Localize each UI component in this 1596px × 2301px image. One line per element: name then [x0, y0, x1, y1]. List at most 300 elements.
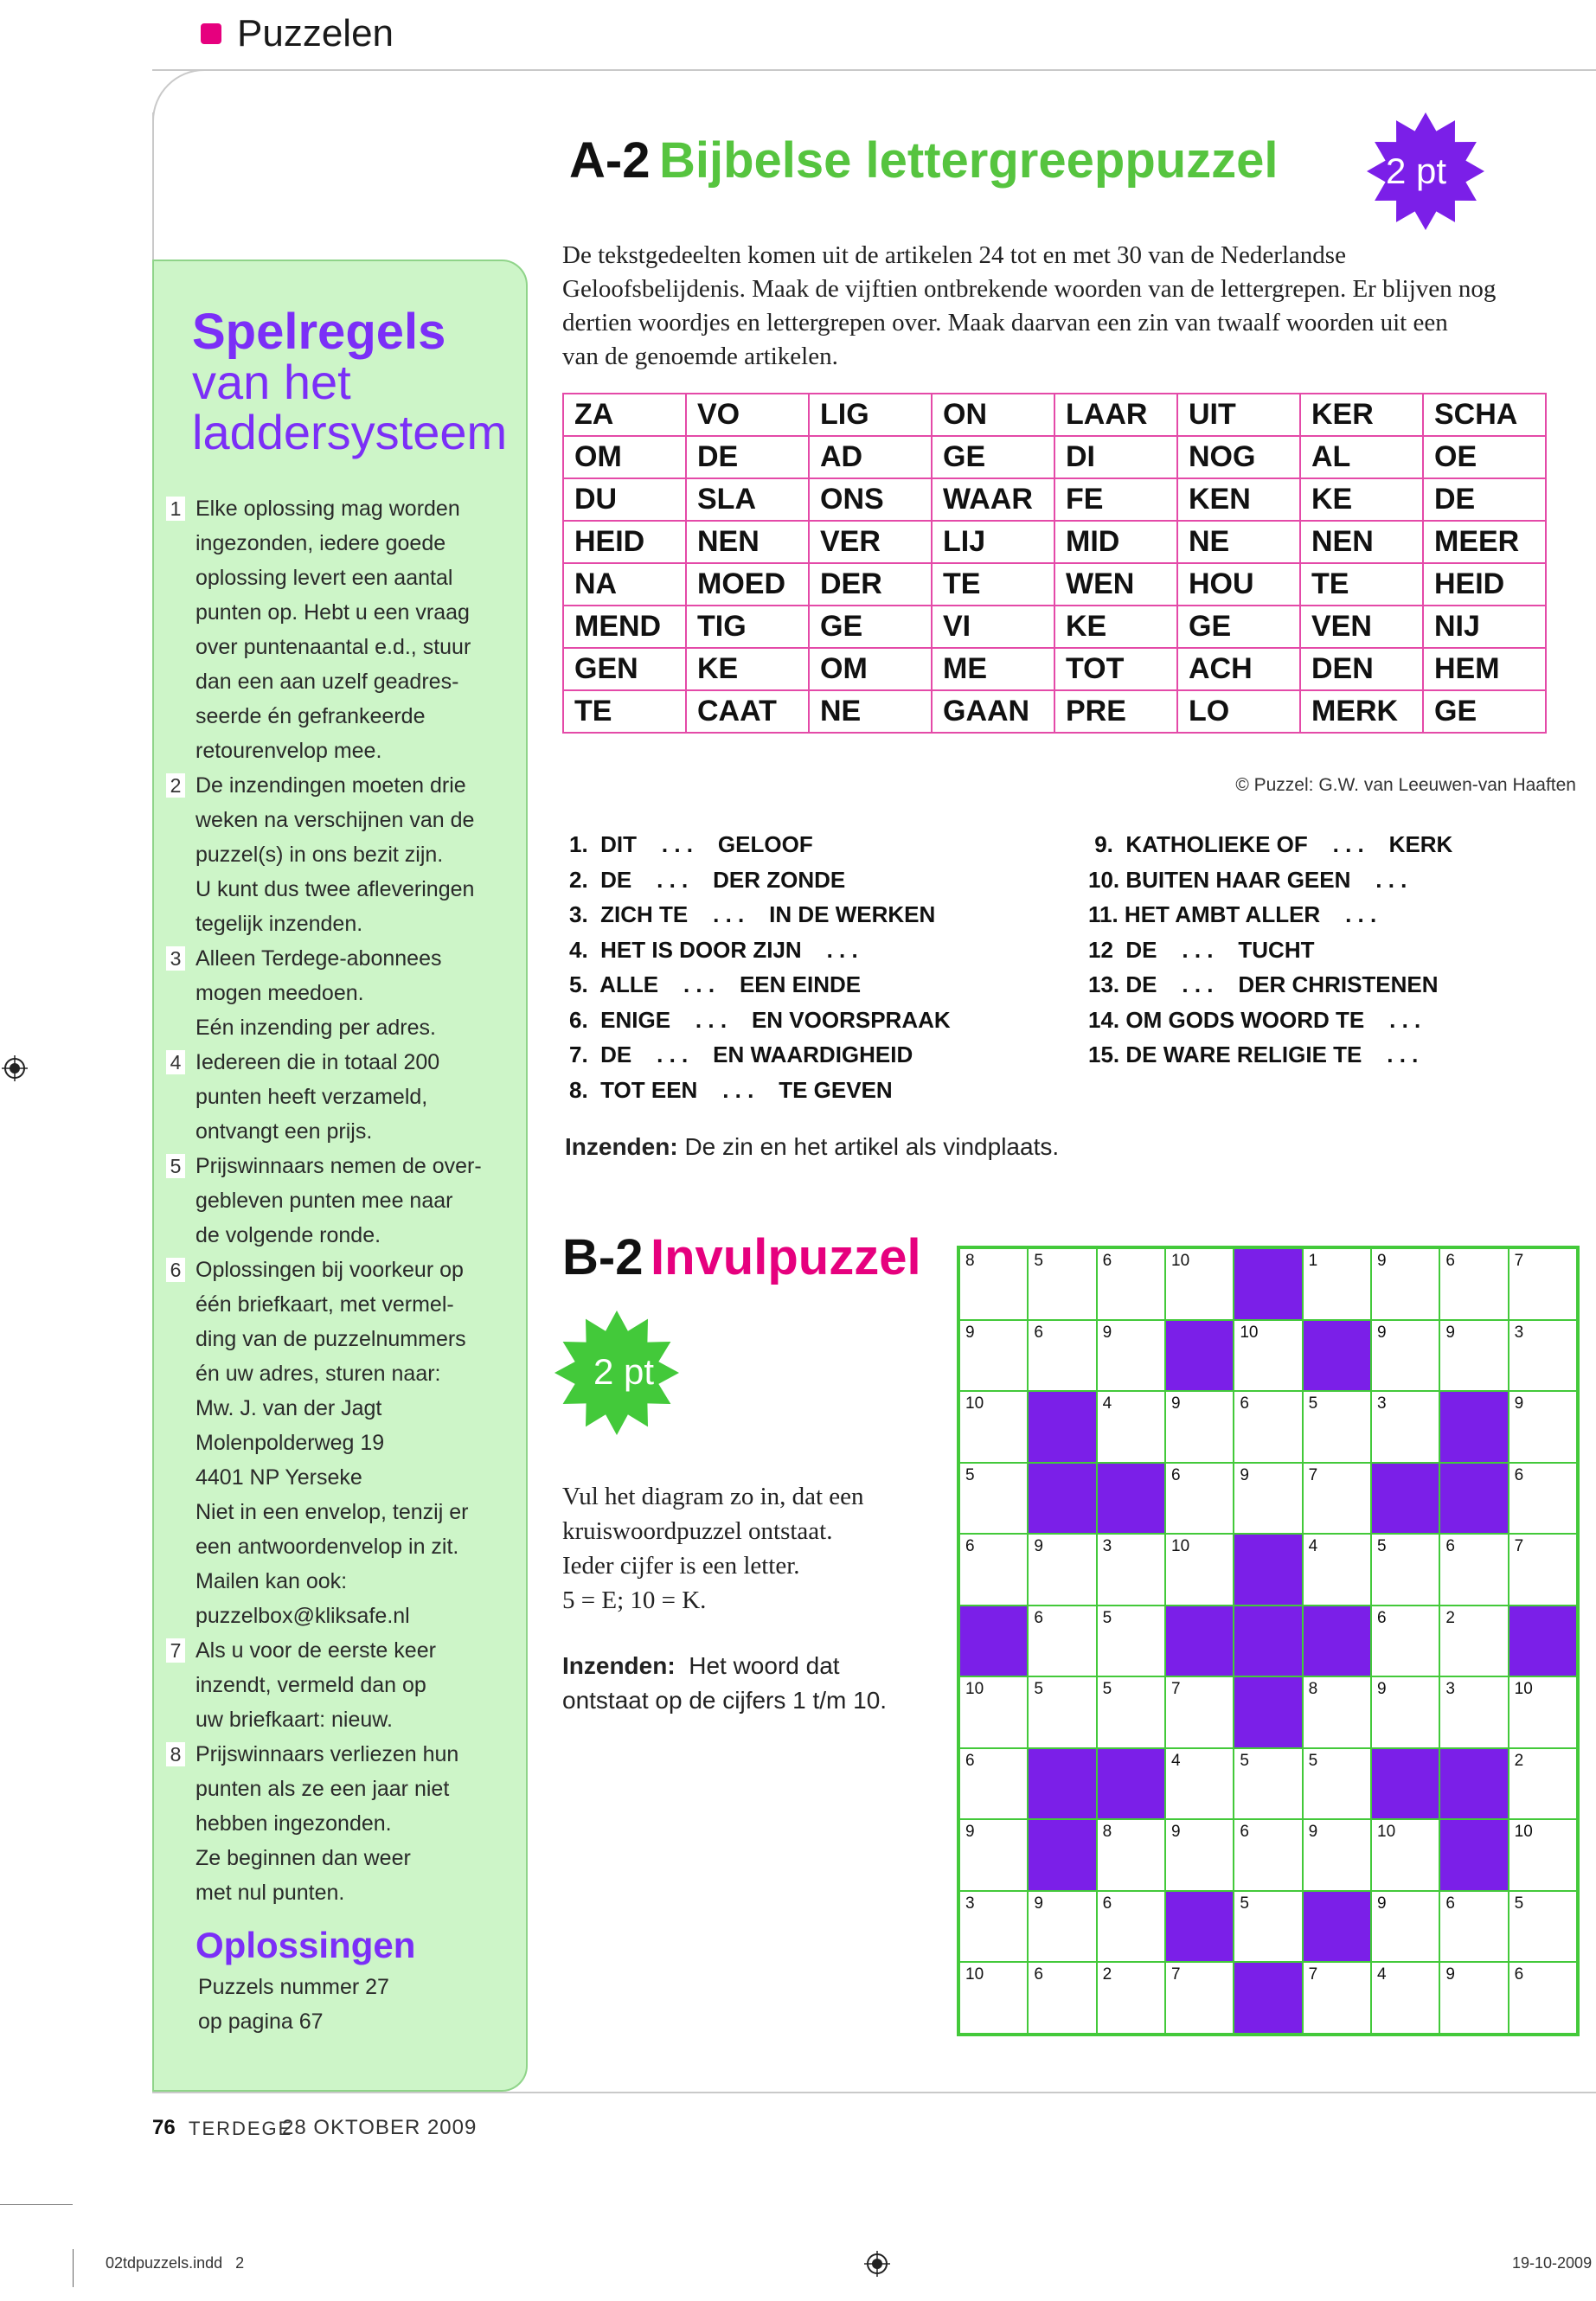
rules-list [166, 491, 521, 1910]
grid-cell-number: 9 [1034, 1537, 1043, 1556]
grid-cell[interactable] [1165, 1463, 1234, 1535]
syllable-cell: MERK [1300, 690, 1423, 733]
rule-item [166, 1253, 521, 1633]
syllable-cell: NE [809, 690, 932, 733]
registration-mark-icon [2, 1055, 28, 1081]
grid-cell-number: 8 [1308, 1680, 1318, 1699]
grid-cell[interactable] [1097, 1534, 1165, 1606]
syllable-cell: FE [1054, 478, 1177, 521]
grid-cell[interactable] [1509, 1320, 1577, 1392]
grid-cell[interactable] [1439, 1534, 1508, 1606]
grid-cell[interactable] [1097, 1891, 1165, 1963]
grid-cell[interactable] [959, 1891, 1028, 1963]
grid-cell-number: 10 [965, 1394, 984, 1413]
rule-text-line: hebben ingezonden. [195, 1811, 392, 1836]
syllable-cell: WAAR [932, 478, 1054, 521]
grid-cell[interactable] [1303, 1962, 1371, 2034]
grid-cell-number: 8 [965, 1252, 975, 1270]
grid-cell[interactable] [1303, 1248, 1371, 1320]
grid-cell-number: 5 [1514, 1894, 1524, 1913]
syllable-cell: NIJ [1423, 606, 1546, 648]
syllable-cell: DE [1423, 478, 1546, 521]
grid-cell[interactable] [1234, 1391, 1302, 1463]
rule-text-line: Iedereen die in totaal 200 [195, 1050, 440, 1074]
grid-cell-number: 9 [1514, 1394, 1524, 1413]
syllable-row [563, 563, 1546, 606]
rule-text-line: punten op. Hebt u een vraag [195, 600, 470, 625]
publication-name: TERDEGE [189, 2118, 293, 2139]
syllable-row [563, 606, 1546, 648]
rule-text-line: een antwoordenvelop in zit. [195, 1535, 459, 1559]
grid-cell-number: 7 [1514, 1252, 1524, 1270]
grid-cell[interactable] [1165, 1534, 1234, 1606]
grid-cell[interactable] [1371, 1248, 1439, 1320]
puzzle-a-intro [562, 239, 1583, 374]
syllable-cell: DER [809, 563, 932, 606]
grid-black-cell [1234, 1606, 1302, 1677]
syllable-row [563, 478, 1546, 521]
syllable-cell: LIJ [932, 521, 1054, 563]
syllable-row [563, 436, 1546, 478]
grid-cell[interactable] [1097, 1320, 1165, 1392]
syllable-cell: ACH [1177, 648, 1300, 690]
syllable-cell: LAAR [1054, 394, 1177, 436]
grid-cell-number: 9 [1445, 1323, 1455, 1342]
grid-cell[interactable] [1371, 1606, 1439, 1677]
syllable-cell: NE [1177, 521, 1300, 563]
rules-subtitle-line1: van het [192, 355, 351, 409]
rule-text-line: over puntenaantal e.d., stuur [195, 635, 471, 659]
rule-text-line: uw briefkaart: nieuw. [195, 1708, 393, 1732]
grid-cell[interactable] [959, 1391, 1028, 1463]
grid-cell[interactable] [1234, 1891, 1302, 1963]
intro-line: Vul het diagram zo in, dat een [562, 1483, 864, 1510]
grid-cell[interactable] [1097, 1962, 1165, 2034]
rule-number: 6 [166, 1258, 185, 1282]
syllable-cell: MID [1054, 521, 1177, 563]
rule-text-line: puzzelbox@kliksafe.nl [195, 1604, 410, 1628]
syllable-cell: HEID [1423, 563, 1546, 606]
grid-cell-number: 6 [1240, 1394, 1249, 1413]
syllable-cell: GE [809, 606, 932, 648]
grid-cell-number: 7 [1308, 1465, 1318, 1484]
grid-cell-number: 10 [1514, 1680, 1533, 1699]
registration-mark-icon [864, 2251, 890, 2277]
grid-black-cell [1509, 1606, 1577, 1677]
grid-cell-number: 5 [1102, 1680, 1112, 1699]
grid-cell[interactable] [1371, 1534, 1439, 1606]
rule-text-line: inzendt, vermeld dan op [195, 1673, 426, 1697]
clue-item: 7. DE . . . EN WAARDIGHEID [569, 1042, 913, 1067]
grid-cell-number: 9 [1171, 1823, 1181, 1842]
section-tag [201, 12, 394, 55]
grid-cell[interactable] [1028, 1676, 1096, 1748]
rule-text-line: Alleen Terdege-abonnees [195, 946, 442, 971]
grid-black-cell [1097, 1463, 1165, 1535]
grid-black-cell [1439, 1819, 1508, 1891]
grid-cell[interactable] [1028, 1534, 1096, 1606]
grid-cell[interactable] [959, 1248, 1028, 1320]
crossword-grid [957, 1246, 1580, 2036]
grid-cell[interactable] [1509, 1248, 1577, 1320]
syllable-cell: TE [932, 563, 1054, 606]
grid-black-cell [1165, 1320, 1234, 1392]
grid-black-cell [1303, 1606, 1371, 1677]
grid-cell-number: 6 [1514, 1465, 1524, 1484]
intro-line: van de genoemde artikelen. [562, 343, 838, 370]
syllable-cell: VER [809, 521, 932, 563]
grid-cell-number: 7 [1514, 1537, 1524, 1556]
rule-text-line: seerde én gefrankeerde [195, 704, 426, 728]
rule-text-line: Prijswinnaars verliezen hun [195, 1742, 459, 1766]
rule-text-line: puzzel(s) in ons bezit zijn. [195, 843, 444, 867]
syllable-cell: LIG [809, 394, 932, 436]
rule-text-line: punten heeft verzameld, [195, 1085, 428, 1109]
grid-cell[interactable] [1371, 1819, 1439, 1891]
puzzle-a-points: 2 pt [1386, 151, 1447, 191]
syllable-cell: VO [686, 394, 809, 436]
grid-cell[interactable] [1234, 1320, 1302, 1392]
syllable-cell: PRE [1054, 690, 1177, 733]
rule-number: 1 [166, 497, 185, 521]
grid-cell-number: 3 [965, 1894, 975, 1913]
rule-item [166, 1149, 521, 1253]
clue-item: 11. HET AMBT ALLER . . . [1088, 901, 1377, 927]
grid-cell-number: 5 [1034, 1680, 1043, 1699]
slug-filename: 02tdpuzzels.indd 2 [106, 2254, 245, 2272]
grid-cell[interactable] [959, 1676, 1028, 1748]
grid-cell-number: 4 [1102, 1394, 1112, 1413]
grid-cell[interactable] [1234, 1819, 1302, 1891]
rule-text-line: U kunt dus twee afleveringen [195, 877, 475, 901]
grid-cell[interactable] [959, 1748, 1028, 1820]
grid-cell[interactable] [1439, 1962, 1508, 2034]
intro-line: Ieder cijfer is een letter. [562, 1552, 800, 1580]
syllable-cell: KE [1054, 606, 1177, 648]
grid-cell[interactable] [1234, 1463, 1302, 1535]
puzzle-a-title: Bijbelse lettergreeppuzzel [659, 132, 1279, 189]
grid-black-cell [1234, 1962, 1302, 2034]
syllable-row [563, 690, 1546, 733]
grid-cell[interactable] [1509, 1819, 1577, 1891]
syllable-cell: ZA [563, 394, 686, 436]
syllable-cell: NA [563, 563, 686, 606]
grid-black-cell [1303, 1891, 1371, 1963]
grid-cell-number: 5 [1240, 1894, 1249, 1913]
grid-cell[interactable] [1371, 1320, 1439, 1392]
syllable-row [563, 648, 1546, 690]
grid-cell-number: 6 [1034, 1608, 1043, 1627]
grid-cell[interactable] [1028, 1962, 1096, 2034]
syllable-cell: TE [1300, 563, 1423, 606]
section-title: Puzzelen [237, 12, 394, 54]
grid-cell[interactable] [959, 1320, 1028, 1392]
intro-line: De tekstgedeelten komen uit de artikelen 24 tot en met 30 van de Nederlandse [562, 241, 1346, 269]
grid-cell[interactable] [1439, 1248, 1508, 1320]
rule-text-line: ding van de puzzelnummers [195, 1327, 466, 1351]
rule-item [166, 1633, 521, 1737]
grid-cell-number: 6 [1445, 1252, 1455, 1270]
syllable-cell: AD [809, 436, 932, 478]
grid-cell[interactable] [1303, 1676, 1371, 1748]
grid-cell-number: 5 [1308, 1394, 1318, 1413]
grid-cell-number: 2 [1102, 1965, 1112, 1984]
puzzle-credit: © Puzzel: G.W. van Leeuwen-van Haaften [1235, 775, 1576, 795]
rule-number: 2 [166, 773, 185, 798]
grid-cell[interactable] [1439, 1891, 1508, 1963]
rule-text-line: ontvangt een prijs. [195, 1119, 373, 1144]
grid-cell-number: 6 [1445, 1537, 1455, 1556]
syllable-row [563, 394, 1546, 436]
rule-text-line: één briefkaart, met vermel- [195, 1292, 454, 1317]
syllable-cell: WEN [1054, 563, 1177, 606]
grid-black-cell [1028, 1819, 1096, 1891]
grid-cell-number: 6 [1377, 1608, 1387, 1627]
rule-number: 3 [166, 946, 185, 971]
submit-label: Inzenden: [565, 1133, 678, 1160]
syllable-cell: TOT [1054, 648, 1177, 690]
syllable-cell: OM [563, 436, 686, 478]
rule-text-line: Prijswinnaars nemen de over- [195, 1154, 482, 1178]
grid-cell-number: 9 [965, 1823, 975, 1842]
grid-cell-number: 9 [1240, 1465, 1249, 1484]
grid-cell-number: 6 [965, 1537, 975, 1556]
grid-black-cell [1234, 1676, 1302, 1748]
clue-item: 3. ZICH TE . . . IN DE WERKEN [569, 901, 936, 927]
syllable-cell: DEN [1300, 648, 1423, 690]
puzzle-b-submit-line2: ontstaat op de cijfers 1 t/m 10. [562, 1687, 888, 1714]
grid-cell[interactable] [1165, 1248, 1234, 1320]
syllable-cell: GE [1423, 690, 1546, 733]
syllable-cell: KE [686, 648, 809, 690]
grid-cell[interactable] [959, 1534, 1028, 1606]
intro-line: dertien woordjes en lettergrepen over. Maak daarvan een zin van twaalf woorden uit een [562, 309, 1448, 336]
grid-cell-number: 4 [1377, 1965, 1387, 1984]
rule-number: 7 [166, 1638, 185, 1663]
syllable-cell: LO [1177, 690, 1300, 733]
grid-cell[interactable] [1371, 1676, 1439, 1748]
syllable-cell: GE [1177, 606, 1300, 648]
page-number: 76 [152, 2116, 176, 2139]
grid-cell[interactable] [1509, 1534, 1577, 1606]
syllable-cell: ME [932, 648, 1054, 690]
rule-text-line: de volgende ronde. [195, 1223, 381, 1247]
syllable-cell: TE [563, 690, 686, 733]
grid-cell[interactable] [1234, 1748, 1302, 1820]
clue-item: 1. DIT . . . GELOOF [569, 831, 813, 857]
grid-cell-number: 6 [965, 1751, 975, 1770]
rule-number: 5 [166, 1154, 185, 1178]
clue-item: 10. BUITEN HAAR GEEN . . . [1088, 866, 1407, 893]
grid-cell[interactable] [1028, 1248, 1096, 1320]
grid-cell-number: 5 [1308, 1751, 1318, 1770]
syllable-cell: GE [932, 436, 1054, 478]
rules-subtitle-line2: laddersysteem [192, 405, 508, 459]
grid-cell[interactable] [1371, 1391, 1439, 1463]
rule-text-line: gebleven punten mee naar [195, 1189, 453, 1213]
clue-item: 13. DE . . . DER CHRISTENEN [1088, 971, 1439, 997]
syllable-cell: HEID [563, 521, 686, 563]
grid-cell[interactable] [1097, 1606, 1165, 1677]
grid-cell[interactable] [1028, 1891, 1096, 1963]
grid-cell-number: 5 [1240, 1751, 1249, 1770]
intro-line: 5 = E; 10 = K. [562, 1586, 707, 1614]
grid-cell-number: 9 [1445, 1965, 1455, 1984]
grid-cell[interactable] [1303, 1748, 1371, 1820]
rule-text-line: Elke oplossing mag worden [195, 497, 460, 521]
grid-cell-number: 10 [965, 1965, 984, 1984]
grid-cell[interactable] [1439, 1676, 1508, 1748]
syllable-cell: KEN [1177, 478, 1300, 521]
grid-cell-number: 5 [1034, 1252, 1043, 1270]
grid-cell[interactable] [1303, 1534, 1371, 1606]
grid-cell-number: 5 [1377, 1537, 1387, 1556]
rule-text-line: Ze beginnen dan weer [195, 1846, 411, 1870]
rule-text-line: oplossing levert een aantal [195, 566, 453, 590]
syllable-cell: TIG [686, 606, 809, 648]
grid-black-cell [1028, 1748, 1096, 1820]
syllable-cell: SCHA [1423, 394, 1546, 436]
grid-black-cell [1371, 1748, 1439, 1820]
grid-cell[interactable] [959, 1463, 1028, 1535]
solutions-text-line1: Puzzels nummer 27 [198, 1975, 389, 1999]
rule-text-line: De inzendingen moeten drie [195, 773, 466, 798]
grid-cell[interactable] [1303, 1463, 1371, 1535]
grid-cell-number: 6 [1171, 1465, 1181, 1484]
puzzle-a-submit [565, 1133, 1059, 1161]
grid-cell[interactable] [1165, 1962, 1234, 2034]
grid-cell[interactable] [1509, 1676, 1577, 1748]
grid-black-cell [1028, 1463, 1096, 1535]
grid-black-cell [1234, 1534, 1302, 1606]
syllable-cell: NEN [686, 521, 809, 563]
grid-cell-number: 9 [1377, 1680, 1387, 1699]
rules-title: Spelregels [192, 304, 446, 360]
rule-text-line: tegelijk inzenden. [195, 912, 363, 936]
grid-cell-number: 1 [1308, 1252, 1318, 1270]
grid-black-cell [1165, 1606, 1234, 1677]
solutions-text-line2: op pagina 67 [198, 2009, 324, 2034]
clue-item: 14. OM GODS WOORD TE . . . [1088, 1006, 1421, 1033]
grid-cell[interactable] [1097, 1391, 1165, 1463]
syllable-cell: ON [932, 394, 1054, 436]
rule-text-line: met nul punten. [195, 1881, 345, 1905]
grid-cell[interactable] [1028, 1606, 1096, 1677]
rule-item [166, 941, 521, 1045]
grid-black-cell [1371, 1463, 1439, 1535]
grid-cell-number: 10 [1240, 1323, 1259, 1342]
grid-cell[interactable] [1439, 1606, 1508, 1677]
grid-cell[interactable] [1371, 1962, 1439, 2034]
grid-black-cell [1028, 1391, 1096, 1463]
clue-item: 15. DE WARE RELIGIE TE . . . [1088, 1042, 1419, 1067]
grid-cell-number: 2 [1445, 1608, 1455, 1627]
grid-cell-number: 9 [1171, 1394, 1181, 1413]
rule-text-line: 4401 NP Yerseke [195, 1465, 362, 1490]
syllable-cell: KE [1300, 478, 1423, 521]
grid-black-cell [1234, 1248, 1302, 1320]
frame-corner [152, 69, 206, 123]
grid-black-cell [1303, 1320, 1371, 1392]
grid-cell[interactable] [1509, 1891, 1577, 1963]
puzzle-b-title: Invulpuzzel [651, 1229, 921, 1285]
grid-cell[interactable] [1509, 1391, 1577, 1463]
grid-cell[interactable] [1303, 1819, 1371, 1891]
grid-cell-number: 10 [1514, 1823, 1533, 1842]
grid-black-cell [1439, 1391, 1508, 1463]
grid-cell-number: 9 [1377, 1323, 1387, 1342]
grid-cell-number: 10 [965, 1680, 984, 1699]
grid-cell[interactable] [959, 1962, 1028, 2034]
grid-black-cell [959, 1606, 1028, 1677]
grid-black-cell [1097, 1748, 1165, 1820]
issue-date: 28 OKTOBER 2009 [282, 2116, 478, 2139]
grid-cell-number: 4 [1308, 1537, 1318, 1556]
rule-text-line: én uw adres, sturen naar: [195, 1362, 441, 1386]
grid-cell[interactable] [1028, 1320, 1096, 1392]
grid-cell-number: 9 [1377, 1894, 1387, 1913]
syllable-cell: GAAN [932, 690, 1054, 733]
grid-cell[interactable] [1509, 1962, 1577, 2034]
clue-item: 6. ENIGE . . . EN VOORSPRAAK [569, 1006, 951, 1033]
grid-cell-number: 3 [1445, 1680, 1455, 1699]
syllable-cell: VI [932, 606, 1054, 648]
rule-text-line: Als u voor de eerste keer [195, 1638, 436, 1663]
grid-cell[interactable] [1165, 1819, 1234, 1891]
grid-cell[interactable] [1165, 1676, 1234, 1748]
grid-cell[interactable] [1097, 1248, 1165, 1320]
puzzle-a-points-badge [1365, 111, 1486, 232]
grid-cell[interactable] [1439, 1320, 1508, 1392]
grid-cell-number: 10 [1377, 1823, 1396, 1842]
intro-line: Geloofsbelijdenis. Maak de vijftien ontbrekende woorden van de lettergrepen. Er blijven nog [562, 275, 1497, 303]
grid-cell[interactable] [1165, 1748, 1234, 1820]
grid-cell-number: 3 [1377, 1394, 1387, 1413]
syllable-cell: ONS [809, 478, 932, 521]
syllable-cell: CAAT [686, 690, 809, 733]
grid-cell-number: 2 [1514, 1751, 1524, 1770]
grid-cell[interactable] [1097, 1819, 1165, 1891]
syllable-cell: VEN [1300, 606, 1423, 648]
grid-cell[interactable] [1165, 1391, 1234, 1463]
syllable-row [563, 521, 1546, 563]
grid-cell-number: 7 [1308, 1965, 1318, 1984]
crop-mark [73, 2249, 74, 2287]
slug-date: 19-10-2009 [1512, 2254, 1593, 2272]
clues-right-column [1088, 827, 1590, 1073]
rule-text-line: Mw. J. van der Jagt [195, 1396, 382, 1420]
syllable-cell: OE [1423, 436, 1546, 478]
syllable-cell: GEN [563, 648, 686, 690]
grid-cell[interactable] [1371, 1891, 1439, 1963]
syllable-cell: OM [809, 648, 932, 690]
syllable-cell: KER [1300, 394, 1423, 436]
rule-number: 4 [166, 1050, 185, 1074]
grid-cell-number: 8 [1102, 1823, 1112, 1842]
grid-cell[interactable] [1303, 1391, 1371, 1463]
rule-text-line: ingezonden, iedere goede [195, 531, 446, 555]
rule-item [166, 1737, 521, 1910]
grid-cell[interactable] [1509, 1748, 1577, 1820]
rule-text-line: punten als ze een jaar niet [195, 1777, 450, 1801]
grid-cell-number: 7 [1171, 1965, 1181, 1984]
grid-cell[interactable] [1509, 1463, 1577, 1535]
grid-cell-number: 7 [1171, 1680, 1181, 1699]
grid-cell[interactable] [1097, 1676, 1165, 1748]
grid-cell-number: 3 [1514, 1323, 1524, 1342]
rule-item [166, 491, 521, 768]
grid-cell[interactable] [959, 1819, 1028, 1891]
